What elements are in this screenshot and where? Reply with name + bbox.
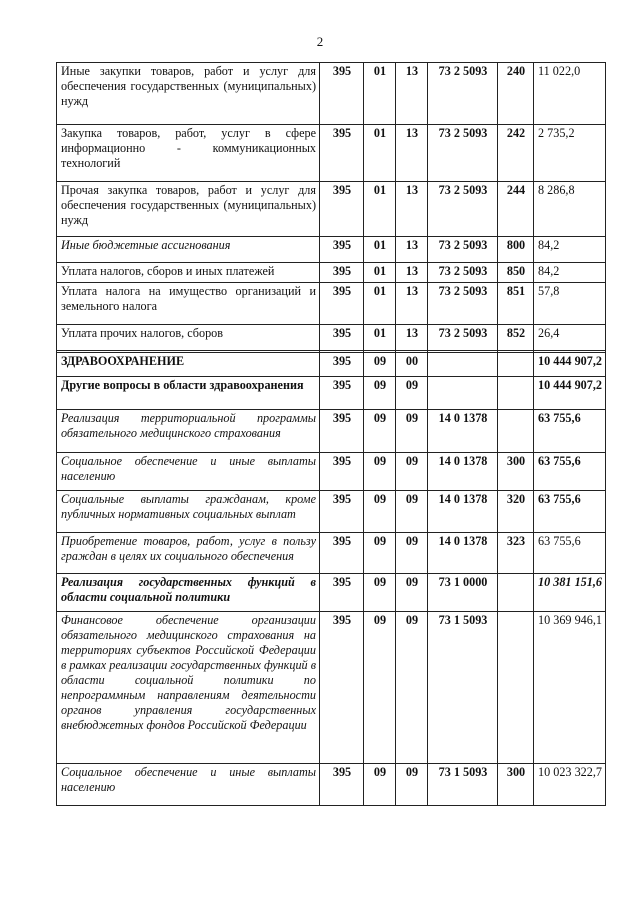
row-name: Уплата прочих налогов, сборов bbox=[57, 325, 320, 351]
row-vr bbox=[498, 410, 534, 453]
row-pr: 13 bbox=[396, 182, 428, 237]
row-pr: 09 bbox=[396, 453, 428, 491]
row-csr: 73 1 0000 bbox=[428, 574, 498, 612]
row-csr bbox=[428, 377, 498, 410]
row-pr: 09 bbox=[396, 764, 428, 806]
row-ved: 395 bbox=[320, 182, 364, 237]
table-row bbox=[57, 263, 606, 283]
row-rz: 09 bbox=[364, 453, 396, 491]
row-vr: 240 bbox=[498, 63, 534, 125]
row-pr: 13 bbox=[396, 237, 428, 263]
row-rz: 09 bbox=[364, 410, 396, 453]
row-ved: 395 bbox=[320, 574, 364, 612]
row-csr: 73 2 5093 bbox=[428, 182, 498, 237]
page-number: 2 bbox=[316, 34, 324, 49]
row-name: Социальное обеспечение и иные выплаты населению bbox=[57, 453, 320, 491]
row-rz: 09 bbox=[364, 377, 396, 410]
table-row bbox=[57, 353, 606, 377]
row-pr: 13 bbox=[396, 263, 428, 283]
row-rz: 01 bbox=[364, 63, 396, 125]
row-sum: 10 444 907,2 bbox=[534, 353, 606, 377]
table-row bbox=[57, 410, 606, 453]
row-vr: 850 bbox=[498, 263, 534, 283]
budget-table bbox=[56, 62, 606, 806]
row-rz: 09 bbox=[364, 533, 396, 574]
row-vr: 800 bbox=[498, 237, 534, 263]
table-row bbox=[57, 574, 606, 612]
row-pr: 09 bbox=[396, 491, 428, 533]
row-rz: 01 bbox=[364, 125, 396, 182]
row-name: Уплата налога на имущество организаций и земельного налога bbox=[57, 283, 320, 325]
row-ved: 395 bbox=[320, 612, 364, 764]
row-name: Социальные выплаты гражданам, кроме публичных нормативных социальных выплат bbox=[57, 491, 320, 533]
row-ved: 395 bbox=[320, 533, 364, 574]
row-pr: 09 bbox=[396, 612, 428, 764]
row-vr bbox=[498, 377, 534, 410]
row-ved: 395 bbox=[320, 63, 364, 125]
row-ved: 395 bbox=[320, 263, 364, 283]
row-csr: 73 2 5093 bbox=[428, 325, 498, 351]
row-sum: 10 444 907,2 bbox=[534, 377, 606, 410]
row-vr: 320 bbox=[498, 491, 534, 533]
row-vr bbox=[498, 574, 534, 612]
row-csr: 14 0 1378 bbox=[428, 491, 498, 533]
row-ved: 395 bbox=[320, 125, 364, 182]
row-csr: 73 1 5093 bbox=[428, 764, 498, 806]
row-name: Социальное обеспечение и иные выплаты населению bbox=[57, 764, 320, 806]
row-ved: 395 bbox=[320, 283, 364, 325]
row-rz: 09 bbox=[364, 764, 396, 806]
row-vr: 300 bbox=[498, 453, 534, 491]
row-sum: 2 735,2 bbox=[534, 125, 606, 182]
row-csr: 73 2 5093 bbox=[428, 125, 498, 182]
row-sum: 63 755,6 bbox=[534, 533, 606, 574]
row-vr: 244 bbox=[498, 182, 534, 237]
row-rz: 09 bbox=[364, 353, 396, 377]
row-pr: 09 bbox=[396, 574, 428, 612]
row-rz: 01 bbox=[364, 237, 396, 263]
row-name: Приобретение товаров, работ, услуг в пользу граждан в целях их социального обеспечения bbox=[57, 533, 320, 574]
row-sum: 63 755,6 bbox=[534, 491, 606, 533]
row-vr: 242 bbox=[498, 125, 534, 182]
row-name: Прочая закупка товаров, работ и услуг для обеспечения государственных (муниципальных) нужд bbox=[57, 182, 320, 237]
row-ved: 395 bbox=[320, 377, 364, 410]
row-sum: 10 023 322,7 bbox=[534, 764, 606, 806]
table-row bbox=[57, 764, 606, 806]
row-sum: 84,2 bbox=[534, 263, 606, 283]
row-name: Закупка товаров, работ, услуг в сфере информационно - коммуникационных технологий bbox=[57, 125, 320, 182]
row-csr bbox=[428, 353, 498, 377]
row-sum: 63 755,6 bbox=[534, 453, 606, 491]
table-row bbox=[57, 283, 606, 325]
row-vr bbox=[498, 353, 534, 377]
table-row bbox=[57, 63, 606, 125]
row-vr: 851 bbox=[498, 283, 534, 325]
row-ved: 395 bbox=[320, 325, 364, 351]
row-sum: 11 022,0 bbox=[534, 63, 606, 125]
row-rz: 01 bbox=[364, 283, 396, 325]
row-sum: 57,8 bbox=[534, 283, 606, 325]
row-rz: 09 bbox=[364, 612, 396, 764]
row-pr: 13 bbox=[396, 283, 428, 325]
row-name: Другие вопросы в области здравоохранения bbox=[57, 377, 320, 410]
row-csr: 73 2 5093 bbox=[428, 283, 498, 325]
row-csr: 73 2 5093 bbox=[428, 263, 498, 283]
table-row bbox=[57, 182, 606, 237]
row-rz: 01 bbox=[364, 182, 396, 237]
row-pr: 00 bbox=[396, 353, 428, 377]
row-name: ЗДРАВООХРАНЕНИЕ bbox=[57, 353, 320, 377]
row-csr: 14 0 1378 bbox=[428, 533, 498, 574]
row-ved: 395 bbox=[320, 353, 364, 377]
row-ved: 395 bbox=[320, 764, 364, 806]
row-name: Финансовое обеспечение организации обязательного медицинского страхования на территориях субъектов Российской Федерации в рамках реализации государственных функций в области социальной политики по непрограммным направлениям деятельности органов управления государственных внебюджетных фондов Российской Федерации bbox=[57, 612, 320, 764]
table-row bbox=[57, 377, 606, 410]
row-csr: 14 0 1378 bbox=[428, 410, 498, 453]
row-sum: 26,4 bbox=[534, 325, 606, 351]
row-vr: 300 bbox=[498, 764, 534, 806]
row-pr: 09 bbox=[396, 533, 428, 574]
row-csr: 14 0 1378 bbox=[428, 453, 498, 491]
row-sum: 10 369 946,1 bbox=[534, 612, 606, 764]
table-row bbox=[57, 325, 606, 351]
row-csr: 73 2 5093 bbox=[428, 63, 498, 125]
row-name: Иные закупки товаров, работ и услуг для обеспечения государственных (муниципальных) нужд bbox=[57, 63, 320, 125]
row-pr: 09 bbox=[396, 377, 428, 410]
row-sum: 84,2 bbox=[534, 237, 606, 263]
row-vr: 323 bbox=[498, 533, 534, 574]
row-name: Уплата налогов, сборов и иных платежей bbox=[57, 263, 320, 283]
row-csr: 73 2 5093 bbox=[428, 237, 498, 263]
table-row bbox=[57, 125, 606, 182]
table-row bbox=[57, 491, 606, 533]
row-sum: 63 755,6 bbox=[534, 410, 606, 453]
row-rz: 01 bbox=[364, 263, 396, 283]
row-pr: 09 bbox=[396, 410, 428, 453]
row-vr: 852 bbox=[498, 325, 534, 351]
table-row bbox=[57, 612, 606, 764]
row-name: Реализация территориальной программы обязательного медицинского страхования bbox=[57, 410, 320, 453]
row-csr: 73 1 5093 bbox=[428, 612, 498, 764]
row-rz: 01 bbox=[364, 325, 396, 351]
row-pr: 13 bbox=[396, 325, 428, 351]
row-name: Иные бюджетные ассигнования bbox=[57, 237, 320, 263]
row-rz: 09 bbox=[364, 574, 396, 612]
row-pr: 13 bbox=[396, 125, 428, 182]
row-ved: 395 bbox=[320, 410, 364, 453]
row-ved: 395 bbox=[320, 491, 364, 533]
table-row bbox=[57, 533, 606, 574]
row-ved: 395 bbox=[320, 237, 364, 263]
table-row bbox=[57, 453, 606, 491]
row-pr: 13 bbox=[396, 63, 428, 125]
row-sum: 8 286,8 bbox=[534, 182, 606, 237]
row-ved: 395 bbox=[320, 453, 364, 491]
table-row bbox=[57, 237, 606, 263]
row-sum: 10 381 151,6 bbox=[534, 574, 606, 612]
row-name: Реализация государственных функций в области социальной политики bbox=[57, 574, 320, 612]
row-vr bbox=[498, 612, 534, 764]
row-rz: 09 bbox=[364, 491, 396, 533]
